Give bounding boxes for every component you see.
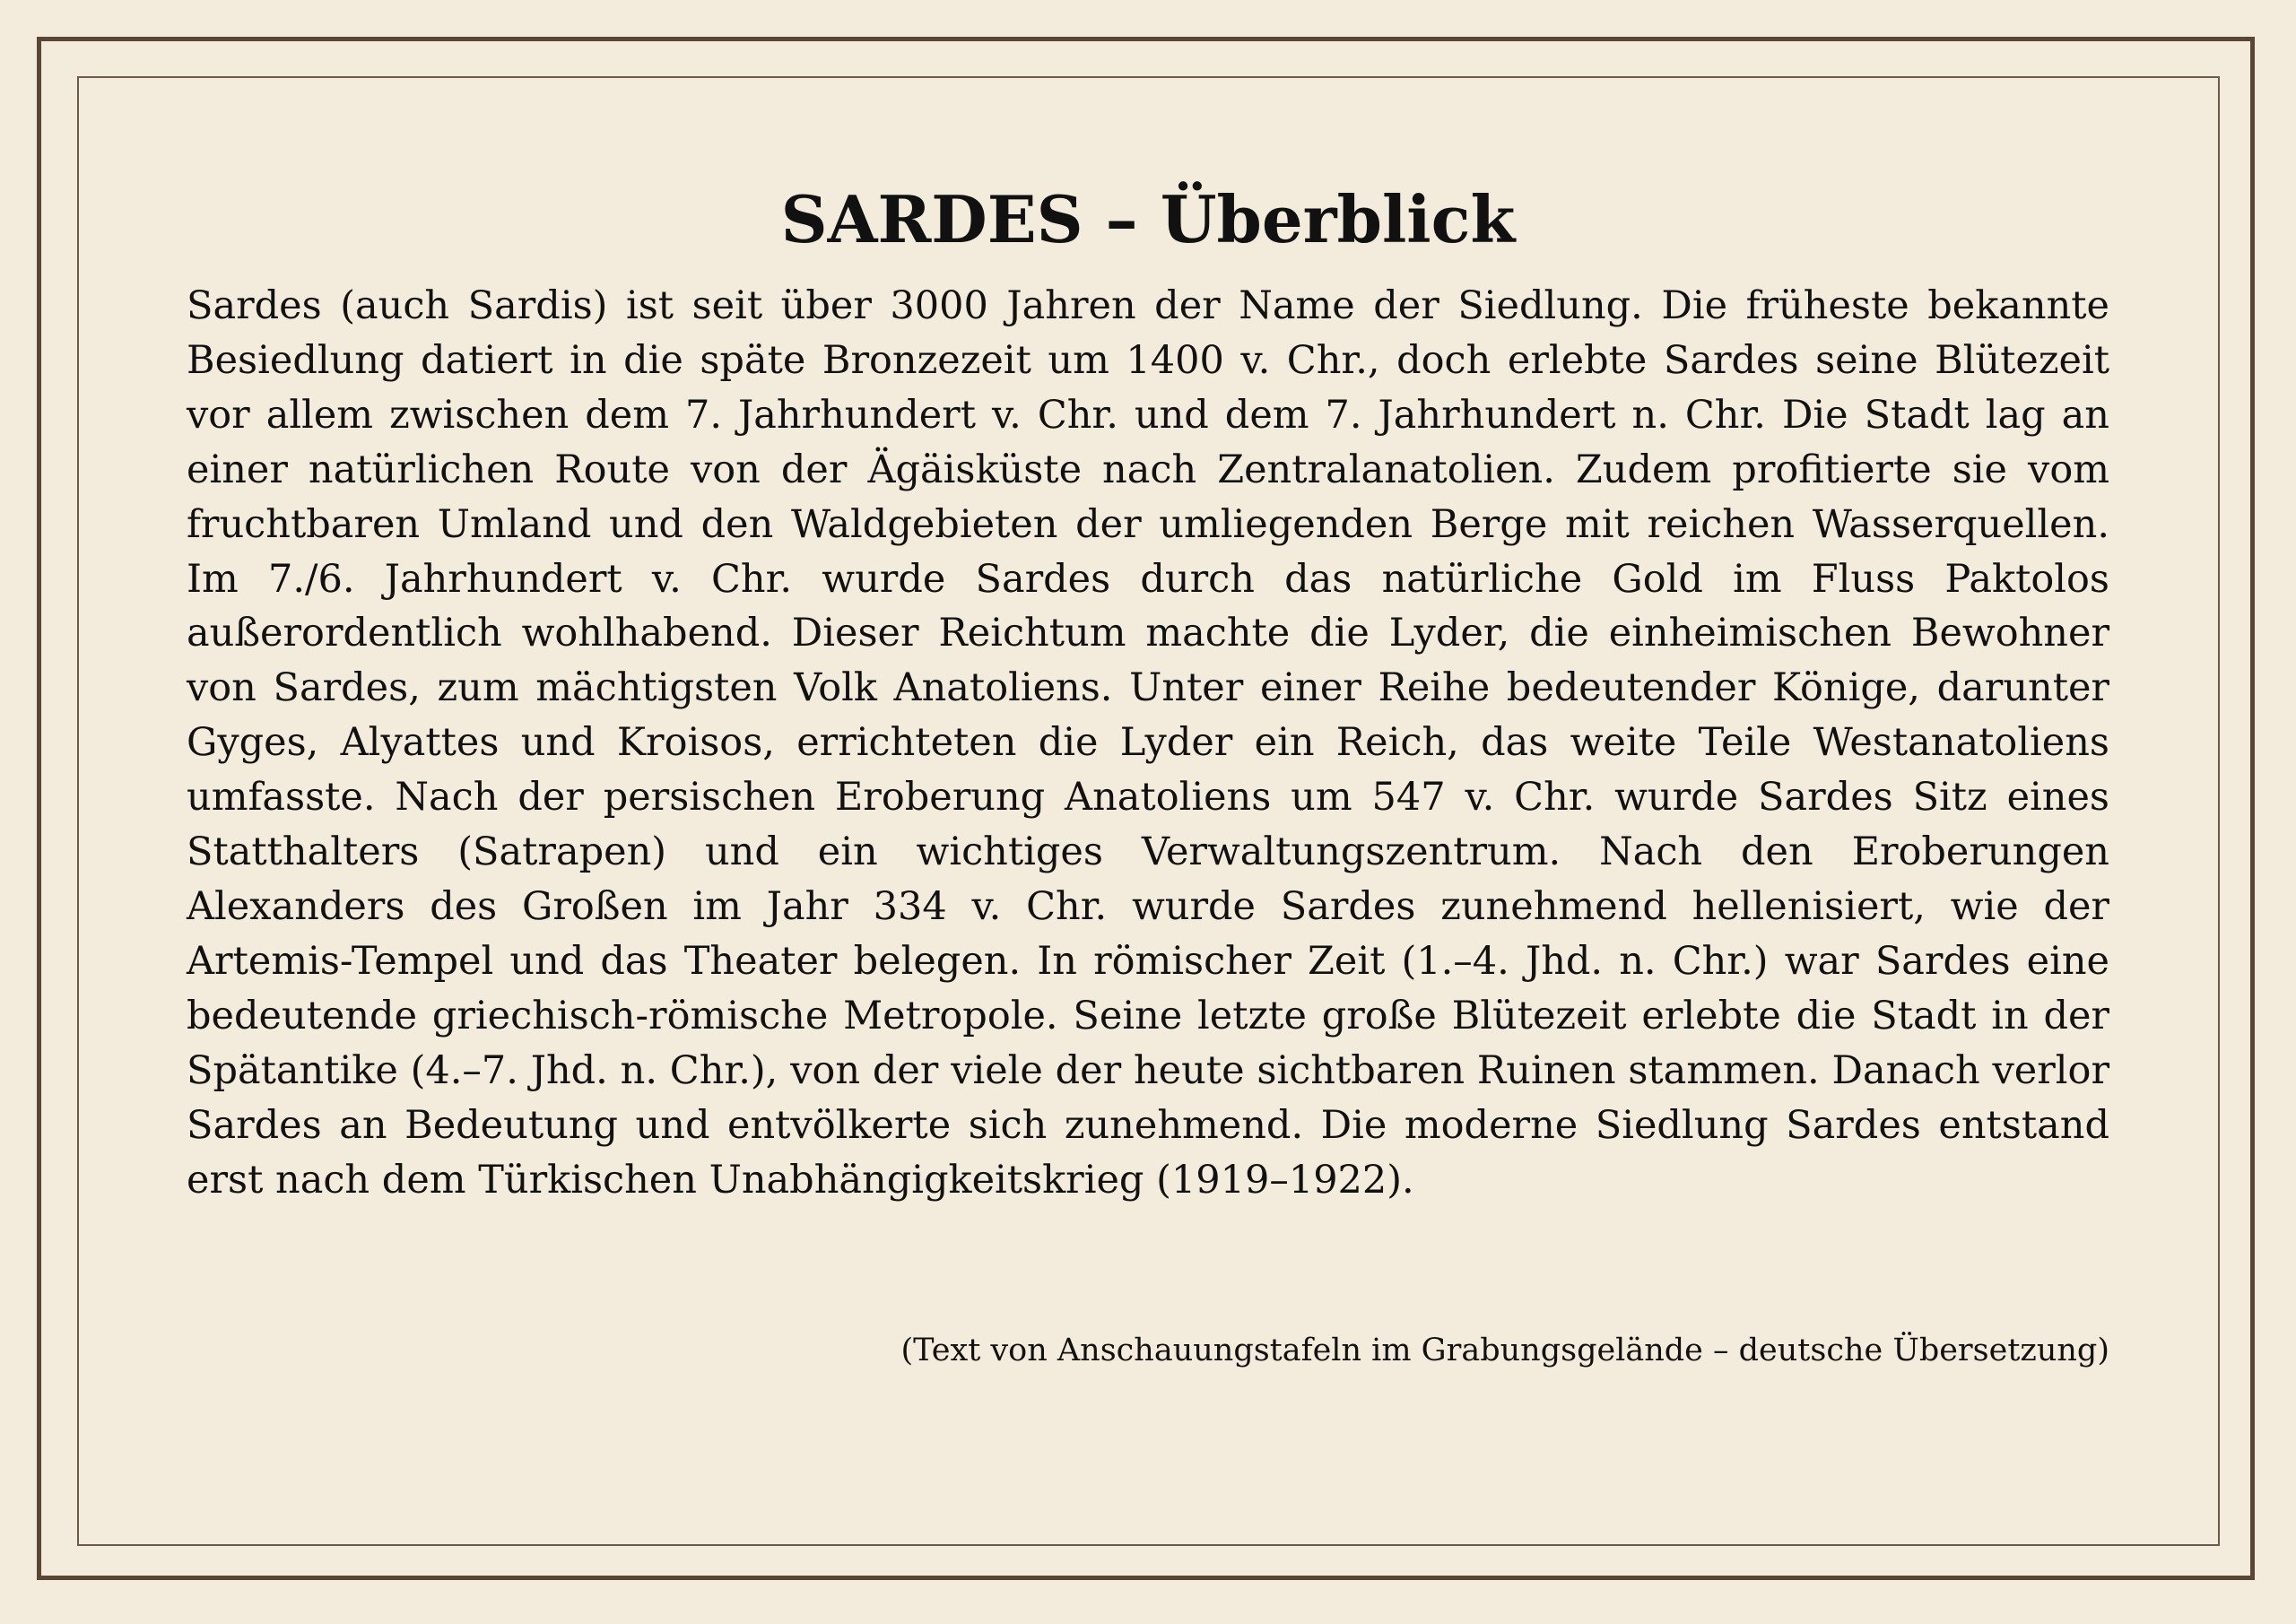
page-title: SARDES – Überblick [780,181,1516,257]
body-paragraph: Sardes (auch Sardis) ist seit über 3000 Jahren der Name der Siedlung. Die früheste bekannte Besiedlung datiert in die späte Bronzezeit um 1400 v. Chr., doch erlebte Sardes seine Blütezeit vor allem zwischen dem 7. Jahrhundert v. Chr. und dem 7. Jahrhundert n. Chr. Die Stadt lag an einer natürlichen Route von der Ägäisküste nach Zentralanatolien. Zudem profitierte sie vom fruchtbaren Umland und den Waldgebieten der umliegenden Berge mit reichen Wasserquellen. Im 7./6. Jahrhundert v. Chr. wurde Sardes durch das natürliche Gold im Fluss Paktolos außerordentlich wohlhabend. Dieser Reichtum machte die Lyder, die einheimischen Bewohner von Sardes, zum mächtigsten Volk Anatoliens. Unter einer Reihe bedeutender Könige, darunter Gyges, Alyattes und Kroisos, errichteten die Lyder ein Reich, das weite Teile Westanatoliens umfasste. Nach der persischen Eroberung Anatoliens um 547 v. Chr. wurde Sardes Sitz eines Statthalters (Satrapen) und ein wichtiges Verwaltungszentrum. Nach den Eroberungen Alexanders des Großen im Jahr 334 v. Chr. wurde Sardes zunehmend hellenisiert, wie der Artemis-Tempel und das Theater belegen. In römischer Zeit (1.–4. Jhd. n. Chr.) war Sardes eine bedeutende griechisch-römische Metropole. Seine letzte große Blütezeit erlebte die Stadt in der Spätantike (4.–7. Jhd. n. Chr.), von der viele der heute sichtbaren Ruinen stammen. Danach verlor Sardes an Bedeutung und entvölkerte sich zunehmend. Die moderne Siedlung Sardes entstand erst nach dem Türkischen Unabhängigkeitskrieg (1919–1922). [187,283,2109,1203]
source-note: (Text von Anschauungstafeln im Grabungsgelände – deutsche Übersetzung) [900,1333,2109,1368]
